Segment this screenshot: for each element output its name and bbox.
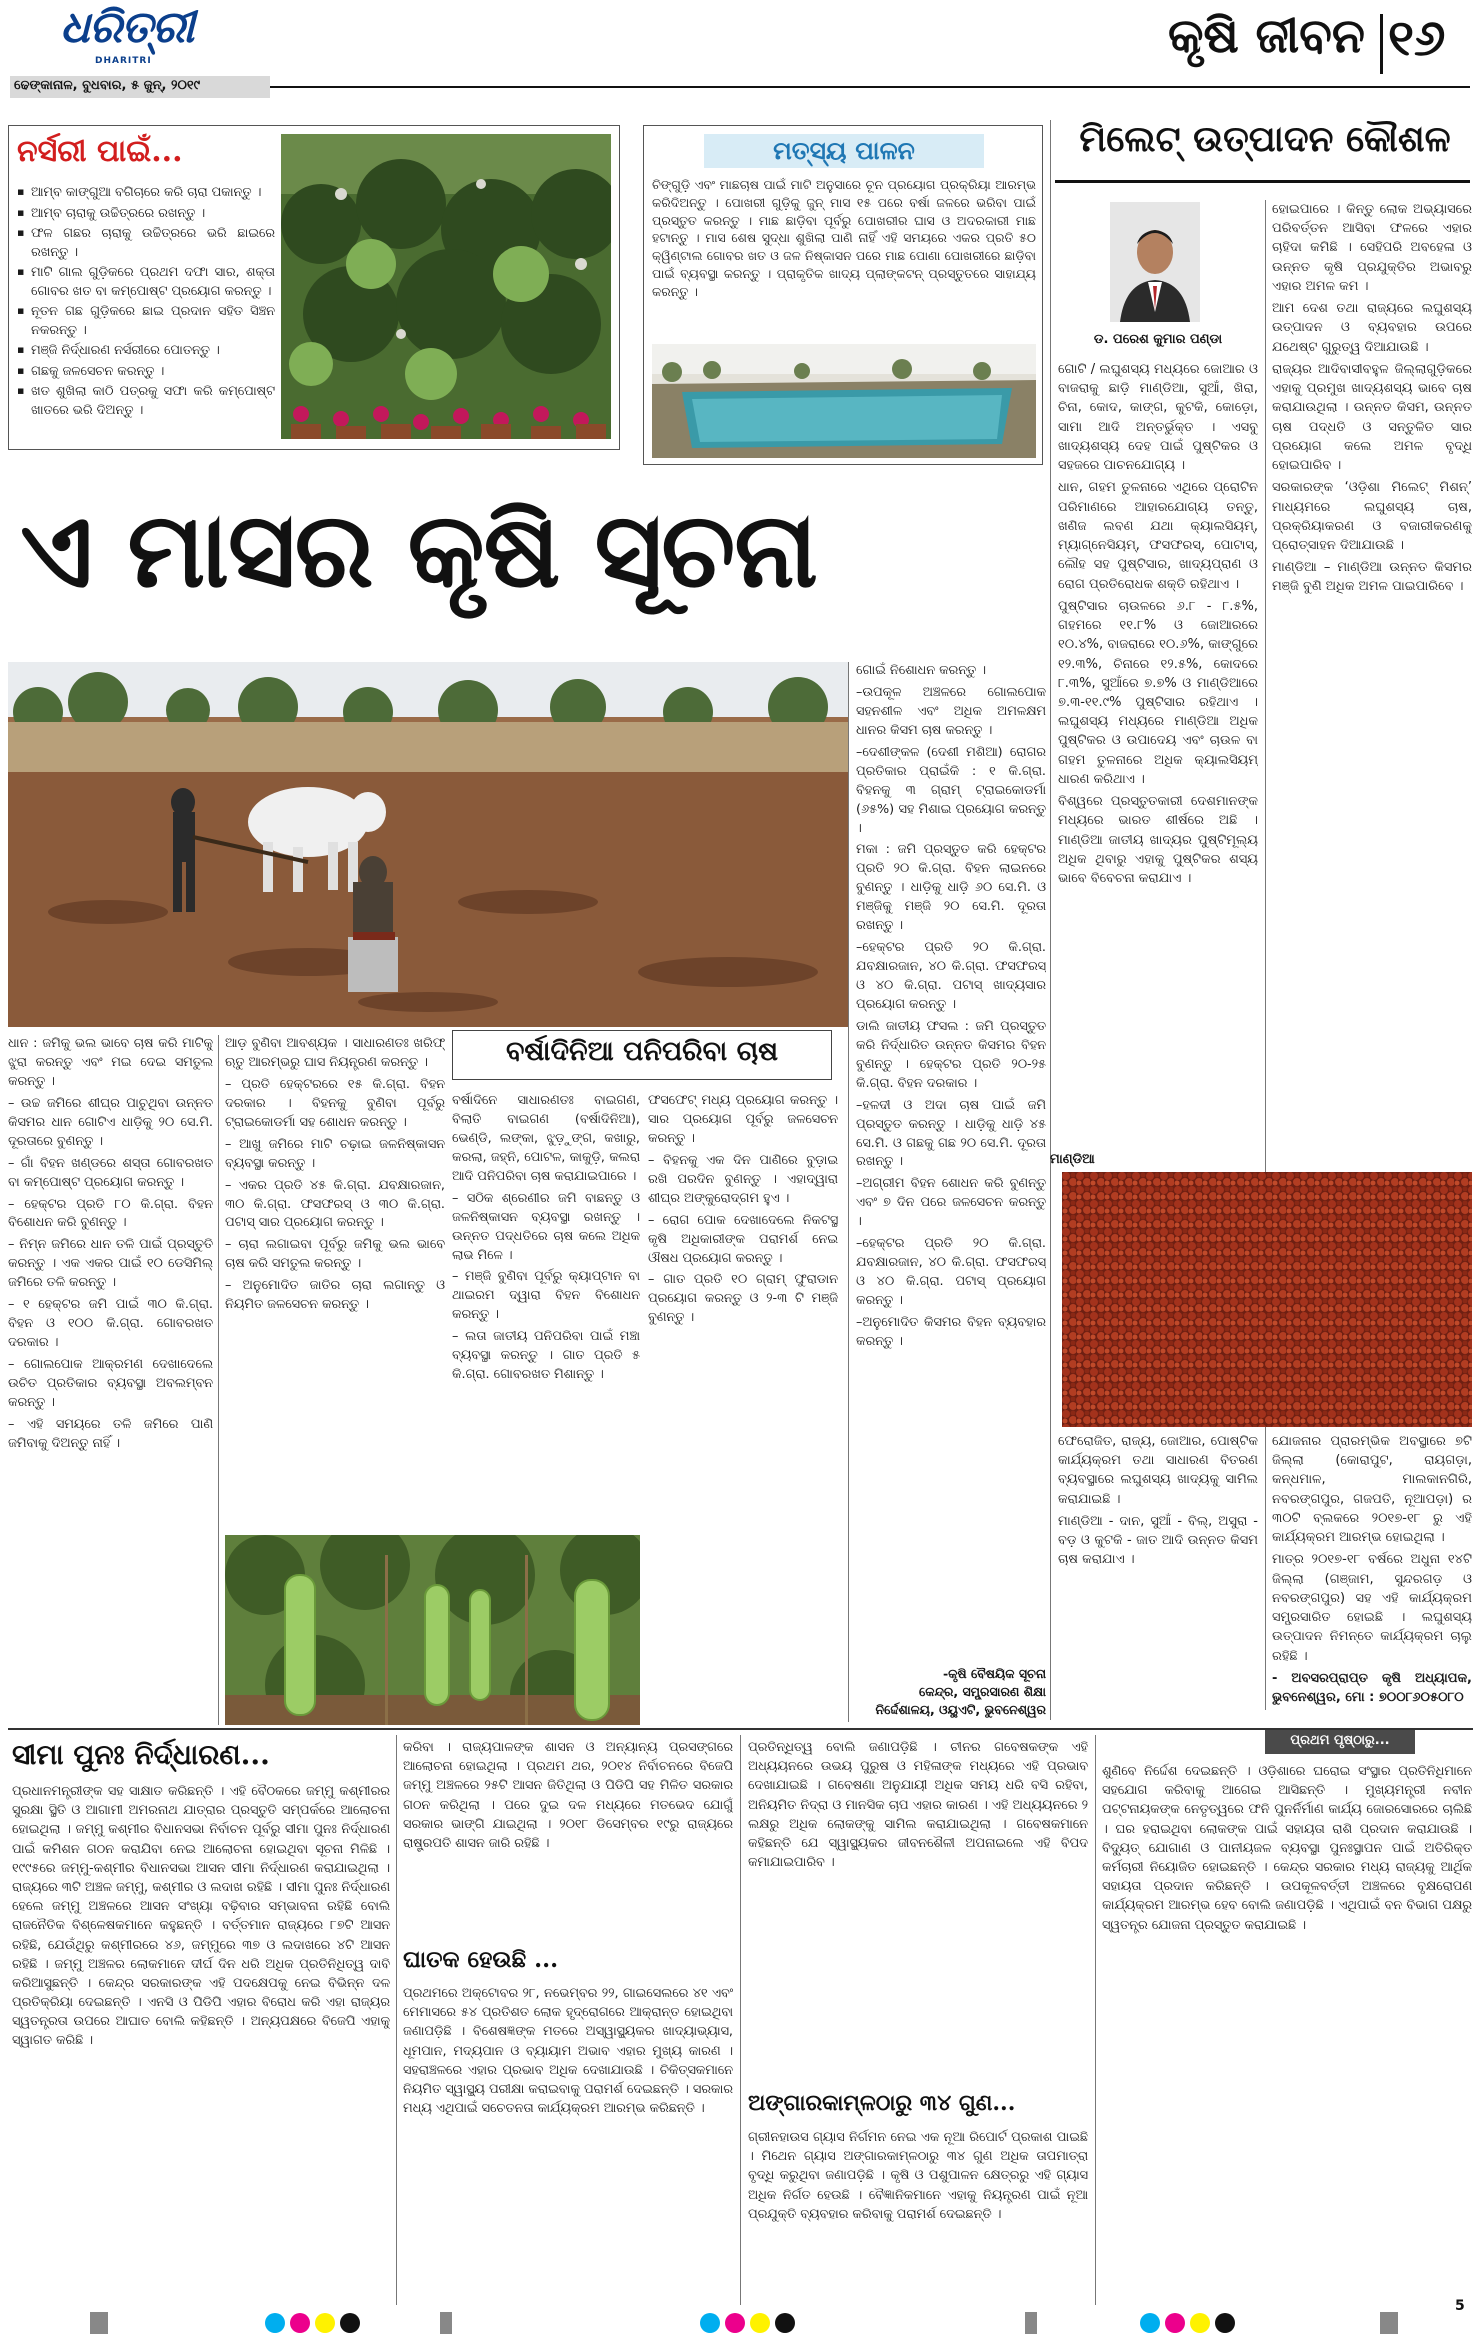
fish-box [643, 125, 1043, 465]
right-news-text-1: ପ୍ରତିନ୍ଧିତ୍ୱ ବୋଲି ଜଣାପଡ଼ିଛି । ଚୀନର ଗବେଷକଙ୍କ ଏହି ଅଧ୍ୟୟନରେ ଉଭୟ ପୁରୁଷ ଓ ମହିଳାଙ୍କ ମଧ୍ୟରେ ଏହି ପ୍ରଭାବ ଦେଖାଯାଇଛି । ଗବେଷଣା ଅନୁଯାୟୀ ଅଧିକ ସମୟ ଧରି ବସି ରହିବା, ଅନିୟମିତ ନିଦ୍ରା ଓ ମାନସିକ ଚାପ ଏହାର କାରଣ । ଏହି ଅଧ୍ୟୟନରେ ୨ ଲକ୍ଷରୁ ଅଧିକ ଲୋକଙ୍କୁ ସାମିଲ କରାଯାଇଥିଲା । ଗବେଷକମାନେ କହିଛନ୍ତି ଯେ ସ୍ୱାସ୍ଥ୍ୟକର ଜୀବନଶୈଳୀ ଅପନାଇଲେ ଏହି ବିପଦ କମାଯାଇପାରିବ । [748, 1740, 1088, 1871]
month-info-credit [856, 1665, 1046, 1719]
ragi-grains-image [1062, 1172, 1472, 1427]
author-name: ଡ. ପରେଶ କୁମାର ପଣ୍ଡା [1093, 332, 1223, 347]
fish-body: ଚିଙ୍ଗୁଡ଼ି ଏବଂ ମାଛଚାଷ ପାଇଁ ମାଟି ଅନୁସାରେ ଚୂନ ପ୍ରୟୋଗ ପ୍ରକ୍ରିୟା ଆରମ୍ଭ କରିଦିଅନ୍ତୁ । ପୋଖରୀ ଗୁଡ଼ିକୁ ଜୁନ୍ ମାସ ୧୫ ପରେ ବର୍ଷା ଜଳରେ ଭରିବା ପାଇଁ ପ୍ରସ୍ତୁତ କରନ୍ତୁ । ମାଛ ଛାଡ଼ିବା ପୂର୍ବରୁ ପୋଖରୀର ଘାସ ଓ ଅଦରକାରୀ ମାଛ ହଟାନ୍ତୁ । ମାସ ଶେଷ ସୁଦ୍ଧା ଶୁଖିଲା ପାଣି ନାହିଁ ଏହି ସମୟରେ ଏକର ପ୍ରତି ୫୦ କ୍ୱିଣ୍ଟାଲ ଗୋବର ଖତ ଓ ଜଳ ନିଷ୍କାସନ ପରେ ମାଛ ପୋଣା ପୋଖରୀରେ ଛାଡ଼ିବା ପାଇଁ ବ୍ୟବସ୍ଥା କରନ୍ତୁ । ପ୍ରାକୃତିକ ଖାଦ୍ୟ ପ୍ଲାଙ୍କଟନ୍ ପ୍ରସ୍ତୁତରେ ସାହାଯ୍ୟ କରନ୍ତୁ । [652, 177, 1036, 299]
millet-para: ପୁଷ୍ଟିସାର ଚାଉଳରେ ୬.୮ - ୮.୫%, ଗହମରେ ୧୧.୮% ଓ ଜୋଆରରେ ୧୦.୪%, ବାଜରାରେ ୧୦.୬%, କାଙ୍ଗୁରେ ୧୨.୩%, ଚିନାରେ ୧୨.୫%, କୋଦରେ ୮.୩%, ସୁଆଁରେ ୭.୭% ଓ ମାଣ୍ଡିଆରେ ୭.୩-୧୧.୯% ପୁଷ୍ଟିସାର ରହିଥାଏ । ଲଘୁଶସ୍ୟ ମଧ୍ୟରେ ମାଣ୍ଡିଆ ଅଧିକ ପୁଷ୍ଟିକର ଓ ଉପାଦେୟ ଏବଂ ଚାଉଳ ବା ଗହମ ତୁଳନାରେ ଅଧିକ କ୍ୟାଲସିୟମ୍ ଧାରଣ କରିଥାଏ । [1058, 598, 1258, 787]
reg-mark-yellow [750, 2313, 770, 2333]
reg-mark-magenta [725, 2313, 745, 2333]
millet-grains-photo [1062, 1172, 1472, 1427]
veg-col-1 [452, 1092, 640, 1522]
fish-title: ମତ୍ସ୍ୟ ପାଳନ [773, 136, 915, 165]
right-news-subhead: ଅଙ୍ଗାରକାମ୍ଳଠାରୁ ୩୪ ଗୁଣ... [748, 2090, 1016, 2116]
paddy-col [8, 1035, 213, 1725]
middle-text-1: କରିବା । ରାଜ୍ୟପାଳଙ୍କ ଶାସନ ଓ ଅନ୍ୟାନ୍ୟ ପ୍ରସଙ୍ଗରେ ଆଲୋଚନା ହୋଇଥିଲା । ପ୍ରଥମ ଥର, ୨୦୧୪ ନିର୍ବାଚନରେ ବିଜେପି ଜମ୍ମୁ ଅଞ୍ଚଳରେ ୨୫ଟି ଆସନ ଜିତିଥିଲା ଓ ପିଡିପି ସହ ମିଳିତ ସରକାର ଗଠନ କରିଥିଲା । ପରେ ଦୁଇ ଦଳ ମଧ୍ୟରେ ମତଭେଦ ଯୋଗୁଁ ସରକାର ଭାଙ୍ଗି ଯାଇଥିଲା । ୨୦୧୮ ଡିସେମ୍ବର ୧୯ରୁ ରାଜ୍ୟରେ ରାଷ୍ଟ୍ରପତି ଶାସନ ଜାରି ରହିଛି । [403, 1740, 733, 1851]
grain-label: ମାଣ୍ଡିଆ [1050, 1152, 1095, 1167]
nursery-item: ▪ ନୂତନ ଗଛ ଗୁଡ଼ିକରେ ଛାଇ ପ୍ରଦାନ ସହିତ ସିଞ୍ଚନ ନକରନ୍ତୁ । [17, 303, 275, 340]
paddy-para: – ୧ ହେକ୍ଟର ଜମି ପାଇଁ ୩୦ କି.ଗ୍ରା. ବିହନ ଓ ୧୦୦ କି.ଗ୍ରା. ଗୋବରଖତ ଦରକାର । [8, 1297, 213, 1351]
millet-col-3a [1058, 1432, 1258, 1722]
month-info-para: –ହେକ୍ଟର ପ୍ରତି ୨୦ କି.ଗ୍ରା. ଯବକ୍ଷାରଜାନ, ୪୦ କି.ଗ୍ରା. ଫସଫରସ୍ ଓ ୪୦ କି.ଗ୍ରା. ପଟାସ୍ ଖାଦ୍ୟସାର ପ୍ରୟୋଗ କରନ୍ତୁ । [856, 940, 1046, 1012]
nursery-title: ନର୍ସରୀ ପାଇଁ... [17, 134, 183, 169]
nursery-item: ▪ ଖତ ଶୁଖିଲା କାଠି ପତ୍ରକୁ ସଫା କରି କମ୍ପୋଷ୍ଟ ଖାତରେ ଭରି ଦିଅନ୍ତୁ । [17, 383, 275, 420]
seema-rule [396, 1735, 397, 2305]
middle-text-2: ପ୍ରଥମରେ ଅକ୍ଟୋବର ୨୮, ନଭେମ୍ବର ୨୨, ଗାଇସେଲରେ ୪୧ ଏବଂ ମେମାସରେ ୫୪ ପ୍ରତିଶତ ଲୋକ ହୃଦ୍‌ରୋଗରେ ଆକ୍ରାନ୍ତ ହୋଇଥିବା ଜଣାପଡ଼ିଛି । ବିଶେଷଜ୍ଞଙ୍କ ମତରେ ଅସ୍ୱାସ୍ଥ୍ୟକର ଖାଦ୍ୟାଭ୍ୟାସ, ଧୂମପାନ, ମଦ୍ୟପାନ ଓ ବ୍ୟାୟାମ ଅଭାବ ଏହାର ମୁଖ୍ୟ କାରଣ । ସହରାଞ୍ଚଳରେ ଏହାର ପ୍ରଭାବ ଅଧିକ ଦେଖାଯାଉଛି । ଚିକିତ୍ସକମାନେ ନିୟମିତ ସ୍ୱାସ୍ଥ୍ୟ ପରୀକ୍ଷା କରାଇବାକୁ ପରାମର୍ଶ ଦେଇଛନ୍ତି । ସରକାର ମଧ୍ୟ ଏଥିପାଇଁ ସଚେତନତା କାର୍ଯ୍ୟକ୍ରମ ଆରମ୍ଭ କରିଛନ୍ତି । [403, 1986, 733, 2117]
farmer-ploughing-photo [8, 662, 848, 1027]
brand-name: ଧରିତ୍ରୀ [60, 2, 194, 53]
month-info-para: – ପ୍ରତି ହେକ୍ଟରରେ ୧୫ କି.ଗ୍ରା. ବିହନ ଦରକାର । ବିହନକୁ ବୁଣିବା ପୂର୍ବରୁ ଟ୍ରାଇକୋଡର୍ମା ସହ ଶୋଧନ କରନ୍ତୁ । [225, 1076, 445, 1130]
right-news-rule [1095, 1735, 1096, 2305]
brand-logo [60, 2, 230, 62]
reg-mark-cyan [265, 2313, 285, 2333]
prathama-text: ଶୁଣିବେ ନିର୍ଦ୍ଦେଶ ଦେଇଛନ୍ତି । ଓଡ଼ିଶାରେ ଘରୋଇ ସଂସ୍ଥାର ପ୍ରତିନିଧିମାନେ ସହଯୋଗ କରିବାକୁ ଆଗେଇ ଆସିଛନ୍ତି । ମୁଖ୍ୟମନ୍ତ୍ରୀ ନବୀନ ପଟ୍ଟନାୟକଙ୍କ ନେତୃତ୍ୱରେ ଫନି ପୁନର୍ନିର୍ମାଣ କାର୍ଯ୍ୟ ଜୋରସୋରରେ ଚାଲିଛି । ଘର ହରାଇଥିବା ଲୋକଙ୍କ ପାଇଁ ସହାୟତା ରାଶି ପ୍ରଦାନ କରାଯାଉଛି । ବିଦ୍ୟୁତ୍ ଯୋଗାଣ ଓ ପାନୀୟଜଳ ବ୍ୟବସ୍ଥା ପୁନଃସ୍ଥାପନ ପାଇଁ ଅତିରିକ୍ତ କର୍ମଚାରୀ ନିୟୋଜିତ ହୋଇଛନ୍ତି । କେନ୍ଦ୍ର ସରକାର ମଧ୍ୟ ରାଜ୍ୟକୁ ଆର୍ଥିକ ସହାୟତା ପ୍ରଦାନ କରିଛନ୍ତି । ଉପକୂଳବର୍ତ୍ତୀ ଅଞ୍ଚଳରେ ବୃକ୍ଷରୋପଣ କାର୍ଯ୍ୟକ୍ରମ ଆରମ୍ଭ ହେବ ବୋଲି ଜଣାପଡ଼ିଛି । ଏଥିପାଇଁ ବନ ବିଭାଗ ପକ୍ଷରୁ ସ୍ୱତନ୍ତ୍ର ଯୋଜନା ପ୍ରସ୍ତୁତ କରାଯାଇଛି । [1102, 1764, 1472, 1933]
millet-col-rule [1265, 200, 1266, 1710]
section-divider [1380, 14, 1383, 74]
millet-para: ଗୋଟି / ଲଘୁଶସ୍ୟ ମଧ୍ୟରେ ଜୋଆର ଓ ବାଜରାକୁ ଛାଡ଼ି ମାଣ୍ଡିଆ, ସୁଆଁ, ଖିରା, ଚିନା, କୋଦ, କାଙ୍ଗ, କୁଟକି, କୋଡ଼ୋ, ସାମା ଆଦି ଅନ୍ତର୍ଭୁକ୍ତ । ଏସବୁ ଖାଦ୍ୟଶସ୍ୟ ଦେହ ପାଇଁ ପୁଷ୍ଟିକର ଓ ସହଜରେ ପାଚନଯୋଗ୍ୟ । [1058, 362, 1258, 474]
month-info-para: –ଅଗ୍ରୀମ ବିହନ ଶୋଧନ କରି ବୁଣନ୍ତୁ ଏବଂ ୭ ଦିନ ପରେ ଜଳସେଚନ କରନ୍ତୁ । [856, 1176, 1046, 1230]
footer-bar-right [1380, 2312, 1398, 2334]
page-number-header: ୧୬ [1388, 8, 1446, 67]
footer-bar-mid-1 [440, 2312, 452, 2334]
millet-para: ମାଣ୍ଡିଆ – ମାଣ୍ଡିଆ ଉନ୍ନତ କିସମର ମଞ୍ଜି ବୁଣି ଅଧିକ ଅମଳ ପାଇପାରିବେ । [1272, 560, 1472, 595]
gourd-image [225, 1535, 640, 1725]
paddy-para: – ଏହି ସମୟରେ ତଳି ଜମିରେ ପାଣି ଜମିବାକୁ ଦିଅନ୍ତୁ ନାହିଁ । [8, 1416, 213, 1451]
section-title: କୃଷି ଜୀବନ [1167, 8, 1365, 64]
brand-latin: DHARITRI [95, 56, 152, 66]
reg-mark-magenta [290, 2313, 310, 2333]
seema-title: ସୀମା ପୁନଃ ନିର୍ଦ୍ଧାରଣ... [12, 1738, 270, 1771]
author-photo [1110, 202, 1200, 322]
paddy-para: – ଗୋଲପୋକ ଆକ୍ରମଣ ଦେଖାଦେଲେ ଉଚିତ ପ୍ରତିକାର ବ୍ୟବସ୍ଥା ଅବଲମ୍ବନ କରନ୍ତୁ । [8, 1357, 213, 1410]
veg-para: ବର୍ଷାଦିନେ ସାଧାରଣତଃ ବାଇଗଣ, ବିଲାତି ବାଇଗଣ (ବର୍ଷାଦିନିଆ), ଭେଣ୍ଡି, ଲଙ୍କା, ଝୁଡ଼ୁଙ୍ଗ, କଖାରୁ, କରଲା, ଜହ୍ନି, ପୋଟଳ, କାକୁଡ଼ି, କଲରା ଆଦି ପନିପରିବା ଚାଷ କରାଯାଇପାରେ । [452, 1093, 640, 1184]
veg-para: – ଲତା ଜାତୀୟ ପନିପରିବା ପାଇଁ ମଞ୍ଚା ବ୍ୟବସ୍ଥା କରନ୍ତୁ । ଗାତ ପ୍ରତି ୫ କି.ଗ୍ରା. ଗୋବରଖତ ମିଶାନ୍ତୁ । [452, 1329, 640, 1383]
month-info-para: –ଅନୁମୋଦିତ କିସମର ବିହନ ବ୍ୟବହାର କରନ୍ତୁ । [856, 1314, 1046, 1349]
millet-para: ଫେରୋଜିତ, ରାଜ୍ୟ, ଜୋଆର, ପୋଷ୍ଟିକ କାର୍ଯ୍ୟକ୍ରମ ତଥା ସାଧାରଣ ବିତରଣ ବ୍ୟବସ୍ଥାରେ ଲଘୁଶସ୍ୟ ଖାଦ୍ୟକୁ ସାମିଲ କରାଯାଇଛି । [1058, 1434, 1258, 1507]
nursery-item: ▪ ମାଟି ଗାଲ ଗୁଡ଼ିକରେ ପ୍ରଥମ ଦଫା ସାର, ଶକ୍ତା ଗୋବର ଖତ ବା କମ୍ପୋଷ୍ଟ ପ୍ରୟୋଗ କରନ୍ତୁ । [17, 264, 275, 301]
month-info-para: – ଅନୁମୋଦିତ ଜାତିର ଚାରା ଲଗାନ୍ତୁ ଓ ନିୟମିତ ଜଳସେଚନ କରନ୍ତୁ । [225, 1278, 445, 1313]
bottom-section-rule [8, 1728, 1473, 1730]
millet-para: ଆମ ଦେଶ ତଥା ରାଜ୍ୟରେ ଲଘୁଶସ୍ୟ ଉତ୍ପାଦନ ଓ ବ୍ୟବହାର ଉପରେ ଯଥେଷ୍ଟ ଗୁରୁତ୍ୱ ଦିଆଯାଉଛି । [1272, 301, 1472, 355]
reg-mark-black [340, 2313, 360, 2333]
masthead [0, 0, 1477, 102]
millet-para: ଧାନ, ଗହମ ତୁଳନାରେ ଏଥିରେ ପ୍ରୋଟିନ ପରିମାଣରେ ଆହାରଯୋଗ୍ୟ ତନ୍ତୁ, ଖଣିଜ ଲବଣ ଯଥା କ୍ୟାଲସିୟମ୍, ମ୍ୟାଗ୍ନେସିୟମ୍, ଫସଫରସ୍, ପୋଟାସ୍, ଲୌହ ସହ ପୁଷ୍ଟିସାର, ଖାଦ୍ୟପ୍ରାଣ ଓ ରୋଗ ପ୍ରତିରୋଧକ ଶକ୍ତି ରହିଥାଏ । [1058, 480, 1258, 592]
millet-credit: - ଅବସରପ୍ରାପ୍ତ କୃଷି ଅଧ୍ୟାପକ, ଭୁବନେଶ୍ୱର, ମୋ : ୭୦୦୮୬୦୫୦୮୦ [1272, 1670, 1472, 1706]
millet-para: ସରକାରଙ୍କ ‘ଓଡ଼ିଶା ମିଲେଟ୍ ମିଶନ୍’ ମାଧ୍ୟମରେ ଲଘୁଶସ୍ୟ ଚାଷ, ପ୍ରକ୍ରିୟାକରଣ ଓ ବଜାରୀକରଣକୁ ପ୍ରୋତ୍ସାହନ ଦିଆଯାଉଛି । [1272, 480, 1472, 553]
month-info-para: ଡାଲି ଜାତୀୟ ଫସଲ : ଜମି ପ୍ରସ୍ତୁତ କରି ନିର୍ଦ୍ଧାରିତ ଉନ୍ନତ କିସମର ବିହନ ବୁଣନ୍ତୁ । ହେକ୍ଟର ପ୍ରତି ୨୦-୨୫ କି.ଗ୍ରା. ବିହନ ଦରକାର । [856, 1018, 1046, 1091]
paddy-para: ଧାନ : ଜମିକୁ ଭଲ ଭାବେ ଚାଷ କରି ମାଟିକୁ ଝୁରା କରନ୍ତୁ ଏବଂ ମଇ ଦେଇ ସମତୁଲ କରନ୍ତୁ । [8, 1036, 213, 1089]
month-info-col-b [225, 1035, 445, 1535]
millet-para: ମାଣ୍ଡିଆ - ଦାନ, ସୁଆଁ - ବିଲ୍, ଅସୁରା - ବଡ଼ ଓ କୁଟକି - ଜାତ ଆଦି ଉନ୍ନତ କିସମ ଚାଷ କରାଯାଏ । [1058, 1513, 1258, 1568]
paddy-rule [218, 1035, 219, 1725]
pond-image [652, 344, 1036, 458]
month-info-para: –ହଳଦୀ ଓ ଅଦା ଚାଷ ପାଇଁ ଜମି ପ୍ରସ୍ତୁତ କରନ୍ତୁ । ଧାଡ଼ିକୁ ଧାଡ଼ି ୪୫ ସେ.ମି. ଓ ଗଛକୁ ଗଛ ୨୦ ସେ.ମି. ଦୂରତା ରଖନ୍ତୁ । [856, 1097, 1046, 1170]
main-headline: ଏ ମାସର କୃଷି ସୂଚନା [20, 488, 817, 611]
reg-mark-cyan [700, 2313, 720, 2333]
paddy-para: – ଉଚ୍ଚ ଜମିରେ ଶୀଘ୍ର ପାଚୁଥିବା ଉନ୍ନତ କିସମର ଧାନ ଗୋଟିଏ ଧାଡ଼ିକୁ ୨୦ ସେ.ମି. ଦୂରତାରେ ବୁଣନ୍ତୁ । [8, 1095, 213, 1149]
nursery-item: ▪ ଆମ୍ବ କାଙ୍ଗୁଆ ବଗିଚାରେ କରି ଚାରା ପକାନ୍ତୁ । [17, 184, 275, 203]
prathama-label: ପ୍ରଥମ ପୃଷ୍ଠାରୁ... [1290, 1733, 1390, 1748]
month-info-para: –ଦେଶୀଙ୍କଳ (ଦେଶୀ ମଶିଆ) ରୋଗର ପ୍ରତିକାର ପ୍ରାଇଁକି : ୧ କି.ଗ୍ରା. ବିହନକୁ ୩ ଗ୍ରାମ୍ ଟ୍ରାଇକୋଡର୍ମା (୬୫%) ସହ ମିଶାଇ ପ୍ରୟୋଗ କରନ୍ତୁ । [856, 744, 1046, 836]
reg-mark-cyan [1140, 2313, 1160, 2333]
month-info-rule [848, 662, 849, 1722]
millet-title: ମିଲେଟ୍ ଉତ୍ପାଦନ କୌଶଳ [1079, 118, 1451, 160]
nursery-item: ▪ ଆମ୍ବ ଚାରାକୁ ଉଚ୍ଚିତ୍ରରେ ରଖନ୍ତୁ । [17, 205, 275, 224]
month-info-col-a [856, 662, 1046, 1662]
nursery-plants-image [281, 134, 611, 439]
paddy-para: – ଗାଁ ବିହନ ଖଣ୍ଡରେ ଶସ୍ତା ଗୋବରଖତ ବା କମ୍ପୋଷ୍ଟ ପ୍ରୟୋଗ କରନ୍ତୁ । [8, 1155, 213, 1190]
millet-para: ମାତ୍ର ୨୦୧୭-୧୮ ବର୍ଷରେ ଅଧୁନା ୧୪ଟି ଜିଲ୍ଲା (ଗଞ୍ଜାମ, ସୁନ୍ଦରଗଡ଼ ଓ ନବରଙ୍ଗପୁର) ସହ ଏହି କାର୍ଯ୍ୟକ୍ରମ ସମ୍ପ୍ରସାରିତ ହୋଇଛି । ଲଘୁଶସ୍ୟ ଉତ୍ପାଦନ ନିମନ୍ତେ କାର୍ଯ୍ୟକ୍ରମ ଚାଲୁ ରହିଛି । [1272, 1552, 1472, 1664]
footer-bar-mid-2 [1025, 2312, 1037, 2334]
millet-para: ହୋଇପାରେ । କିନ୍ତୁ ଲୋକ ଅଭ୍ୟାସରେ ପରିବର୍ତ୍ତନ ଆସିବା ଫଳରେ ଏହାର ଚାହିଦା କମିଛି । ସେହିପରି ଅବହେଳା ଓ ଉନ୍ନତ କୃଷି ପ୍ରଯୁକ୍ତିର ଅଭାବରୁ ଏହାର ଅମଳ କମ । [1272, 202, 1472, 294]
month-info-para: –ଉପକୂଳ ଅଞ୍ଚଳରେ ଗୋଲପୋକ ସହନଶୀଳ ଏବଂ ଅଧିକ ଅମଳକ୍ଷମ ଧାନର କିସମ ଚାଷ କରନ୍ତୁ । [856, 684, 1046, 738]
millet-title-rule [1055, 180, 1470, 183]
middle-rule [740, 1735, 741, 2305]
author-portrait [1110, 202, 1200, 322]
millet-col-2 [1272, 200, 1472, 1155]
ploughing-image [8, 662, 848, 1027]
nursery-box [8, 125, 620, 450]
month-info-para: – ଚାରା ଲଗାଇବା ପୂର୍ବରୁ ଜମିକୁ ଭଲ ଭାବେ ଚାଷ କରି ସମତୁଲ କରନ୍ତୁ । [225, 1237, 445, 1272]
right-news-text-2: ଗ୍ରୀନହାଉସ ଗ୍ୟାସ ନିର୍ଗମନ ନେଇ ଏକ ନୂଆ ରିପୋର୍ଟ ପ୍ରକାଶ ପାଇଛି । ମିଥେନ ଗ୍ୟାସ ଅଙ୍ଗାରକାମ୍ଳଠାରୁ ୩୪ ଗୁଣ ଅଧିକ ତାପମାତ୍ରା ବୃଦ୍ଧି କରୁଥିବା ଜଣାପଡ଼ିଛି । କୃଷି ଓ ପଶୁପାଳନ କ୍ଷେତ୍ରରୁ ଏହି ଗ୍ୟାସ ଅଧିକ ନିର୍ଗତ ହେଉଛି । ବୈଜ୍ଞାନିକମାନେ ଏହାକୁ ନିୟନ୍ତ୍ରଣ ପାଇଁ ନୂଆ ପ୍ରଯୁକ୍ତି ବ୍ୟବହାର କରିବାକୁ ପରାମର୍ଶ ଦେଇଛନ୍ତି । [748, 2130, 1088, 2222]
credit-name: -କୃଷି ବୈଷୟିକ ସୂଚନା [942, 1666, 1046, 1681]
reg-mark-yellow [315, 2313, 335, 2333]
month-info-para: – ଆଖୁ ଜମିରେ ମାଟି ଚଢ଼ାଇ ଜଳନିଷ୍କାସନ ବ୍ୟବସ୍ଥା କରନ୍ତୁ । [225, 1136, 445, 1171]
dateline: ଢେଙ୍କାନାଳ, ବୁଧବାର, ୫ ଜୁନ୍, ୨୦୧୯ [14, 78, 201, 93]
nursery-list [17, 184, 275, 446]
reg-mark-black [775, 2313, 795, 2333]
millet-para: ଯୋଜନାର ପ୍ରାରମ୍ଭିକ ଅବସ୍ଥାରେ ୭ଟି ଜିଲ୍ଲା (କୋରାପୁଟ, ରାୟଗଡ଼ା, କନ୍ଧମାଳ, ମାଲକାନଗିରି, ନବରଙ୍ଗପୁର, ଗଜପତି, ନୂଆପଡ଼ା) ର ୩୦ଟି ବ୍ଲକରେ ୨୦୧୭-୧୮ ରୁ ଏହି କାର୍ଯ୍ୟକ୍ରମ ଆରମ୍ଭ ହୋଇଥିଲା । [1272, 1434, 1472, 1546]
nursery-item: ▪ ଗଛକୁ ଜଳସେଚନ କରନ୍ତୁ । [17, 363, 275, 382]
month-info-para: ଆଡ଼ ବୁଣିବା ଆବଶ୍ୟକ । ସାଧାରଣତଃ ଖରିଫ୍ ଋତୁ ଆରମ୍ଭରୁ ଘାସ ନିୟନ୍ତ୍ରଣ କରନ୍ତୁ । [225, 1036, 445, 1070]
veg-para: ଫସଫେଟ୍ ମଧ୍ୟ ପ୍ରୟୋଗ କରନ୍ତୁ । ସାର ପ୍ରୟୋଗ ପୂର୍ବରୁ ଜଳସେଚନ କରନ୍ତୁ । [648, 1093, 838, 1146]
veg-title: ବର୍ଷାଦିନିଆ ପନିପରିବା ଚାଷ [505, 1036, 779, 1067]
ghatak-title: ଘାତକ ହେଉଛି ... [403, 1946, 559, 1973]
footer-bar-left [90, 2312, 108, 2334]
credit-place: କେନ୍ଦ୍ର, ସମ୍ପ୍ରସାରଣ ଶିକ୍ଷା ନିର୍ଦ୍ଦେଶାଳୟ, ଓୟୁଏଟି, ଭୁବନେଶ୍ୱର [875, 1684, 1046, 1718]
veg-para: – ଗାତ ପ୍ରତି ୧୦ ଗ୍ରାମ୍ ଫୁରାଡାନ ପ୍ରୟୋଗ କରନ୍ତୁ ଓ ୨-୩ ଟି ମଞ୍ଜି ବୁଣନ୍ତୁ । [648, 1272, 838, 1326]
millet-para: ରାଜ୍ୟର ଆଦିବାସୀବହୁଳ ଜିଲ୍ଲାଗୁଡ଼ିକରେ ଏହାକୁ ପ୍ରମୁଖ ଖାଦ୍ୟଶସ୍ୟ ଭାବେ ଚାଷ କରାଯାଉଥିଲା । ଉନ୍ନତ କିସମ, ଉନ୍ନତ ଚାଷ ପଦ୍ଧତି ଓ ସନ୍ତୁଳିତ ସାର ପ୍ରୟୋଗ କଲେ ଅମଳ ବୃଦ୍ଧି ହୋଇପାରିବ । [1272, 361, 1472, 474]
veg-para: – ସଠିକ ଶ୍ରେଣୀର ଜମି ବାଛନ୍ତୁ ଓ ଜଳନିଷ୍କାସନ ବ୍ୟବସ୍ଥା ରଖନ୍ତୁ । ଉନ୍ନତ ପଦ୍ଧତିରେ ଚାଷ କଲେ ଅଧିକ ଲାଭ ମିଳେ । [452, 1190, 640, 1263]
nursery-item: ▪ ଫଳ ଗଛର ଚାରାକୁ ଉଚ୍ଚିତ୍ରରେ ଭରି ଛାଇରେ ରଖନ୍ତୁ । [17, 225, 275, 262]
pond-photo [652, 344, 1036, 458]
masthead-rule [270, 86, 1470, 88]
millet-col-3b [1272, 1432, 1472, 1722]
veg-para: – ବିହନକୁ ଏକ ଦିନ ପାଣିରେ ବୁଡ଼ାଇ ରଖି ପରଦିନ ବୁଣନ୍ତୁ । ଏହାଦ୍ୱାରା ଶୀଘ୍ର ଅଙ୍କୁରୋଦ୍ଗମ ହୁଏ । [648, 1152, 838, 1206]
footer-page-number: 5 [1455, 2298, 1465, 2314]
millet-left-rule [1050, 120, 1051, 1720]
month-info-para: ଗୋଇଁ ନିଶୋଧନ କରନ୍ତୁ । [856, 663, 987, 678]
reg-mark-black [1215, 2313, 1235, 2333]
nursery-plants-photo [281, 134, 611, 439]
month-info-para: ମକା : ଜମି ପ୍ରସ୍ତୁତ କରି ହେକ୍ଟର ପ୍ରତି ୨୦ କି.ଗ୍ରା. ବିହନ ଲାଇନରେ ବୁଣନ୍ତୁ । ଧାଡ଼ିକୁ ଧାଡ଼ି ୬୦ ସେ.ମି. ଓ ମଞ୍ଜିକୁ ମଞ୍ଜି ୨୦ ସେ.ମି. ଦୂରତା ରଖନ୍ତୁ । [856, 842, 1046, 934]
paddy-para: – ନିମ୍ନ ଜମିରେ ଧାନ ତଳି ପାଇଁ ପ୍ରସ୍ତୁତି କରନ୍ତୁ । ଏକ ଏକର ପାଇଁ ୧୦ ଡେସିମିଲ୍ ଜମିରେ ତଳି କରନ୍ତୁ । [8, 1237, 213, 1291]
paddy-para: – ହେକ୍ଟର ପ୍ରତି ୮୦ କି.ଗ୍ରା. ବିହନ ବିଶୋଧନ କରି ବୁଣନ୍ତୁ । [8, 1196, 213, 1231]
veg-para: – ମଞ୍ଜି ବୁଣିବା ପୂର୍ବରୁ କ୍ୟାପ୍ଟାନ ବା ଥାଇରମ ଦ୍ୱାରା ବିହନ ବିଶୋଧନ କରନ୍ତୁ । [452, 1269, 640, 1323]
seema-text: ପ୍ରଧାନମନ୍ତ୍ରୀଙ୍କ ସହ ସାକ୍ଷାତ କରିଛନ୍ତି । ଏହି ବୈଠକରେ ଜମ୍ମୁ କଶ୍ମୀରର ସୁରକ୍ଷା ସ୍ଥିତି ଓ ଆଗାମୀ ଅମରନାଥ ଯାତ୍ରାର ପ୍ରସ୍ତୁତି ସମ୍ପର୍କରେ ଆଲୋଚନା ହୋଇଥିଲା । ଜମ୍ମୁ କଶ୍ମୀର ବିଧାନସଭା ନିର୍ବାଚନ ପୂର୍ବରୁ ସୀମା ପୁନଃ ନିର୍ଦ୍ଧାରଣ ପାଇଁ କମିଶନ ଗଠନ କରାଯିବା ନେଇ ଆଲୋଚନା ହୋଇଥିବା ସୂଚନା ମିଳିଛି । ୧୯୯୫ରେ ଜମ୍ମୁ-କଶ୍ମୀର ବିଧାନସଭା ଆସନ ସୀମା ନିର୍ଦ୍ଧାରଣ କରାଯାଇଥିଲା । ରାଜ୍ୟରେ ୩ଟି ଅଞ୍ଚଳ ଜମ୍ମୁ, କଶ୍ମୀର ଓ ଲଦାଖ ରହିଛି । ସୀମା ପୁନଃ ନିର୍ଦ୍ଧାରଣ ହେଲେ ଜମ୍ମୁ ଅଞ୍ଚଳରେ ଆସନ ସଂଖ୍ୟା ବଢ଼ିବାର ସମ୍ଭାବନା ରହିଛି ବୋଲି ରାଜନୈତିକ ବିଶ୍ଳେଷକମାନେ କହୁଛନ୍ତି । ବର୍ତ୍ତମାନ ରାଜ୍ୟରେ ୮୭ଟି ଆସନ ରହିଛି, ଯେଉଁଥିରୁ କଶ୍ମୀରରେ ୪୬, ଜମ୍ମୁରେ ୩୭ ଓ ଲଦାଖରେ ୪ଟି ଆସନ ରହିଛି । ଜମ୍ମୁ ଅଞ୍ଚଳର ଲୋକମାନେ ଦୀର୍ଘ ଦିନ ଧରି ଅଧିକ ପ୍ରତିନିଧିତ୍ୱ ଦାବି କରିଆସୁଛନ୍ତି । କେନ୍ଦ୍ର ସରକାରଙ୍କ ଏହି ପଦକ୍ଷେପକୁ ନେଇ ବିଭିନ୍ନ ଦଳ ପ୍ରତିକ୍ରିୟା ଦେଇଛନ୍ତି । ଏନସି ଓ ପିଡିପି ଏହାର ବିରୋଧ କରି ଏହା ରାଜ୍ୟର ସ୍ୱତନ୍ତ୍ରତା ଉପରେ ଆଘାତ ବୋଲି କହିଛନ୍ତି । ଅନ୍ୟପକ୍ଷରେ ବିଜେପି ଏହାକୁ ସ୍ୱାଗତ କରିଛି । [12, 1784, 390, 2049]
veg-col-2 [648, 1092, 838, 1522]
month-info-para: – ଏକର ପ୍ରତି ୪୫ କି.ଗ୍ରା. ଯବକ୍ଷାରଜାନ, ୩୦ କି.ଗ୍ରା. ଫସଫରସ୍ ଓ ୩୦ କି.ଗ୍ରା. ପଟାସ୍ ସାର ପ୍ରୟୋଗ କରନ୍ତୁ । [225, 1177, 445, 1231]
veg-para: – ରୋଗ ପୋକ ଦେଖାଦେଲେ ନିକଟସ୍ଥ କୃଷି ଅଧିକାରୀଙ୍କ ପରାମର୍ଶ ନେଇ ଔଷଧ ପ୍ରୟୋଗ କରନ୍ତୁ । [648, 1212, 838, 1266]
millet-para: ବିଶ୍ୱରେ ପ୍ରସ୍ତୁତକାରୀ ଦେଶମାନଙ୍କ ମଧ୍ୟରେ ଭାରତ ଶୀର୍ଷରେ ଅଛି । ମାଣ୍ଡିଆ ଜାତୀୟ ଖାଦ୍ୟର ପୁଷ୍ଟିମୂଲ୍ୟ ଅଧିକ ଥିବାରୁ ଏହାକୁ ପୁଷ୍ଟିକର ଶସ୍ୟ ଭାବେ ବିବେଚନା କରାଯାଏ । [1058, 794, 1258, 887]
month-info-para: –ହେକ୍ଟର ପ୍ରତି ୨୦ କି.ଗ୍ରା. ଯବକ୍ଷାରଜାନ, ୪୦ କି.ଗ୍ରା. ଫସଫରସ୍ ଓ ୪୦ କି.ଗ୍ରା. ପଟାସ୍ ପ୍ରୟୋଗ କରନ୍ତୁ । [856, 1236, 1046, 1308]
reg-mark-yellow [1190, 2313, 1210, 2333]
gourd-photo [225, 1535, 640, 1725]
reg-mark-magenta [1165, 2313, 1185, 2333]
nursery-item: ▪ ମଞ୍ଜି ନିର୍ଦ୍ଧାରଣ ନର୍ସରୀରେ ପୋତନ୍ତୁ । [17, 342, 275, 361]
